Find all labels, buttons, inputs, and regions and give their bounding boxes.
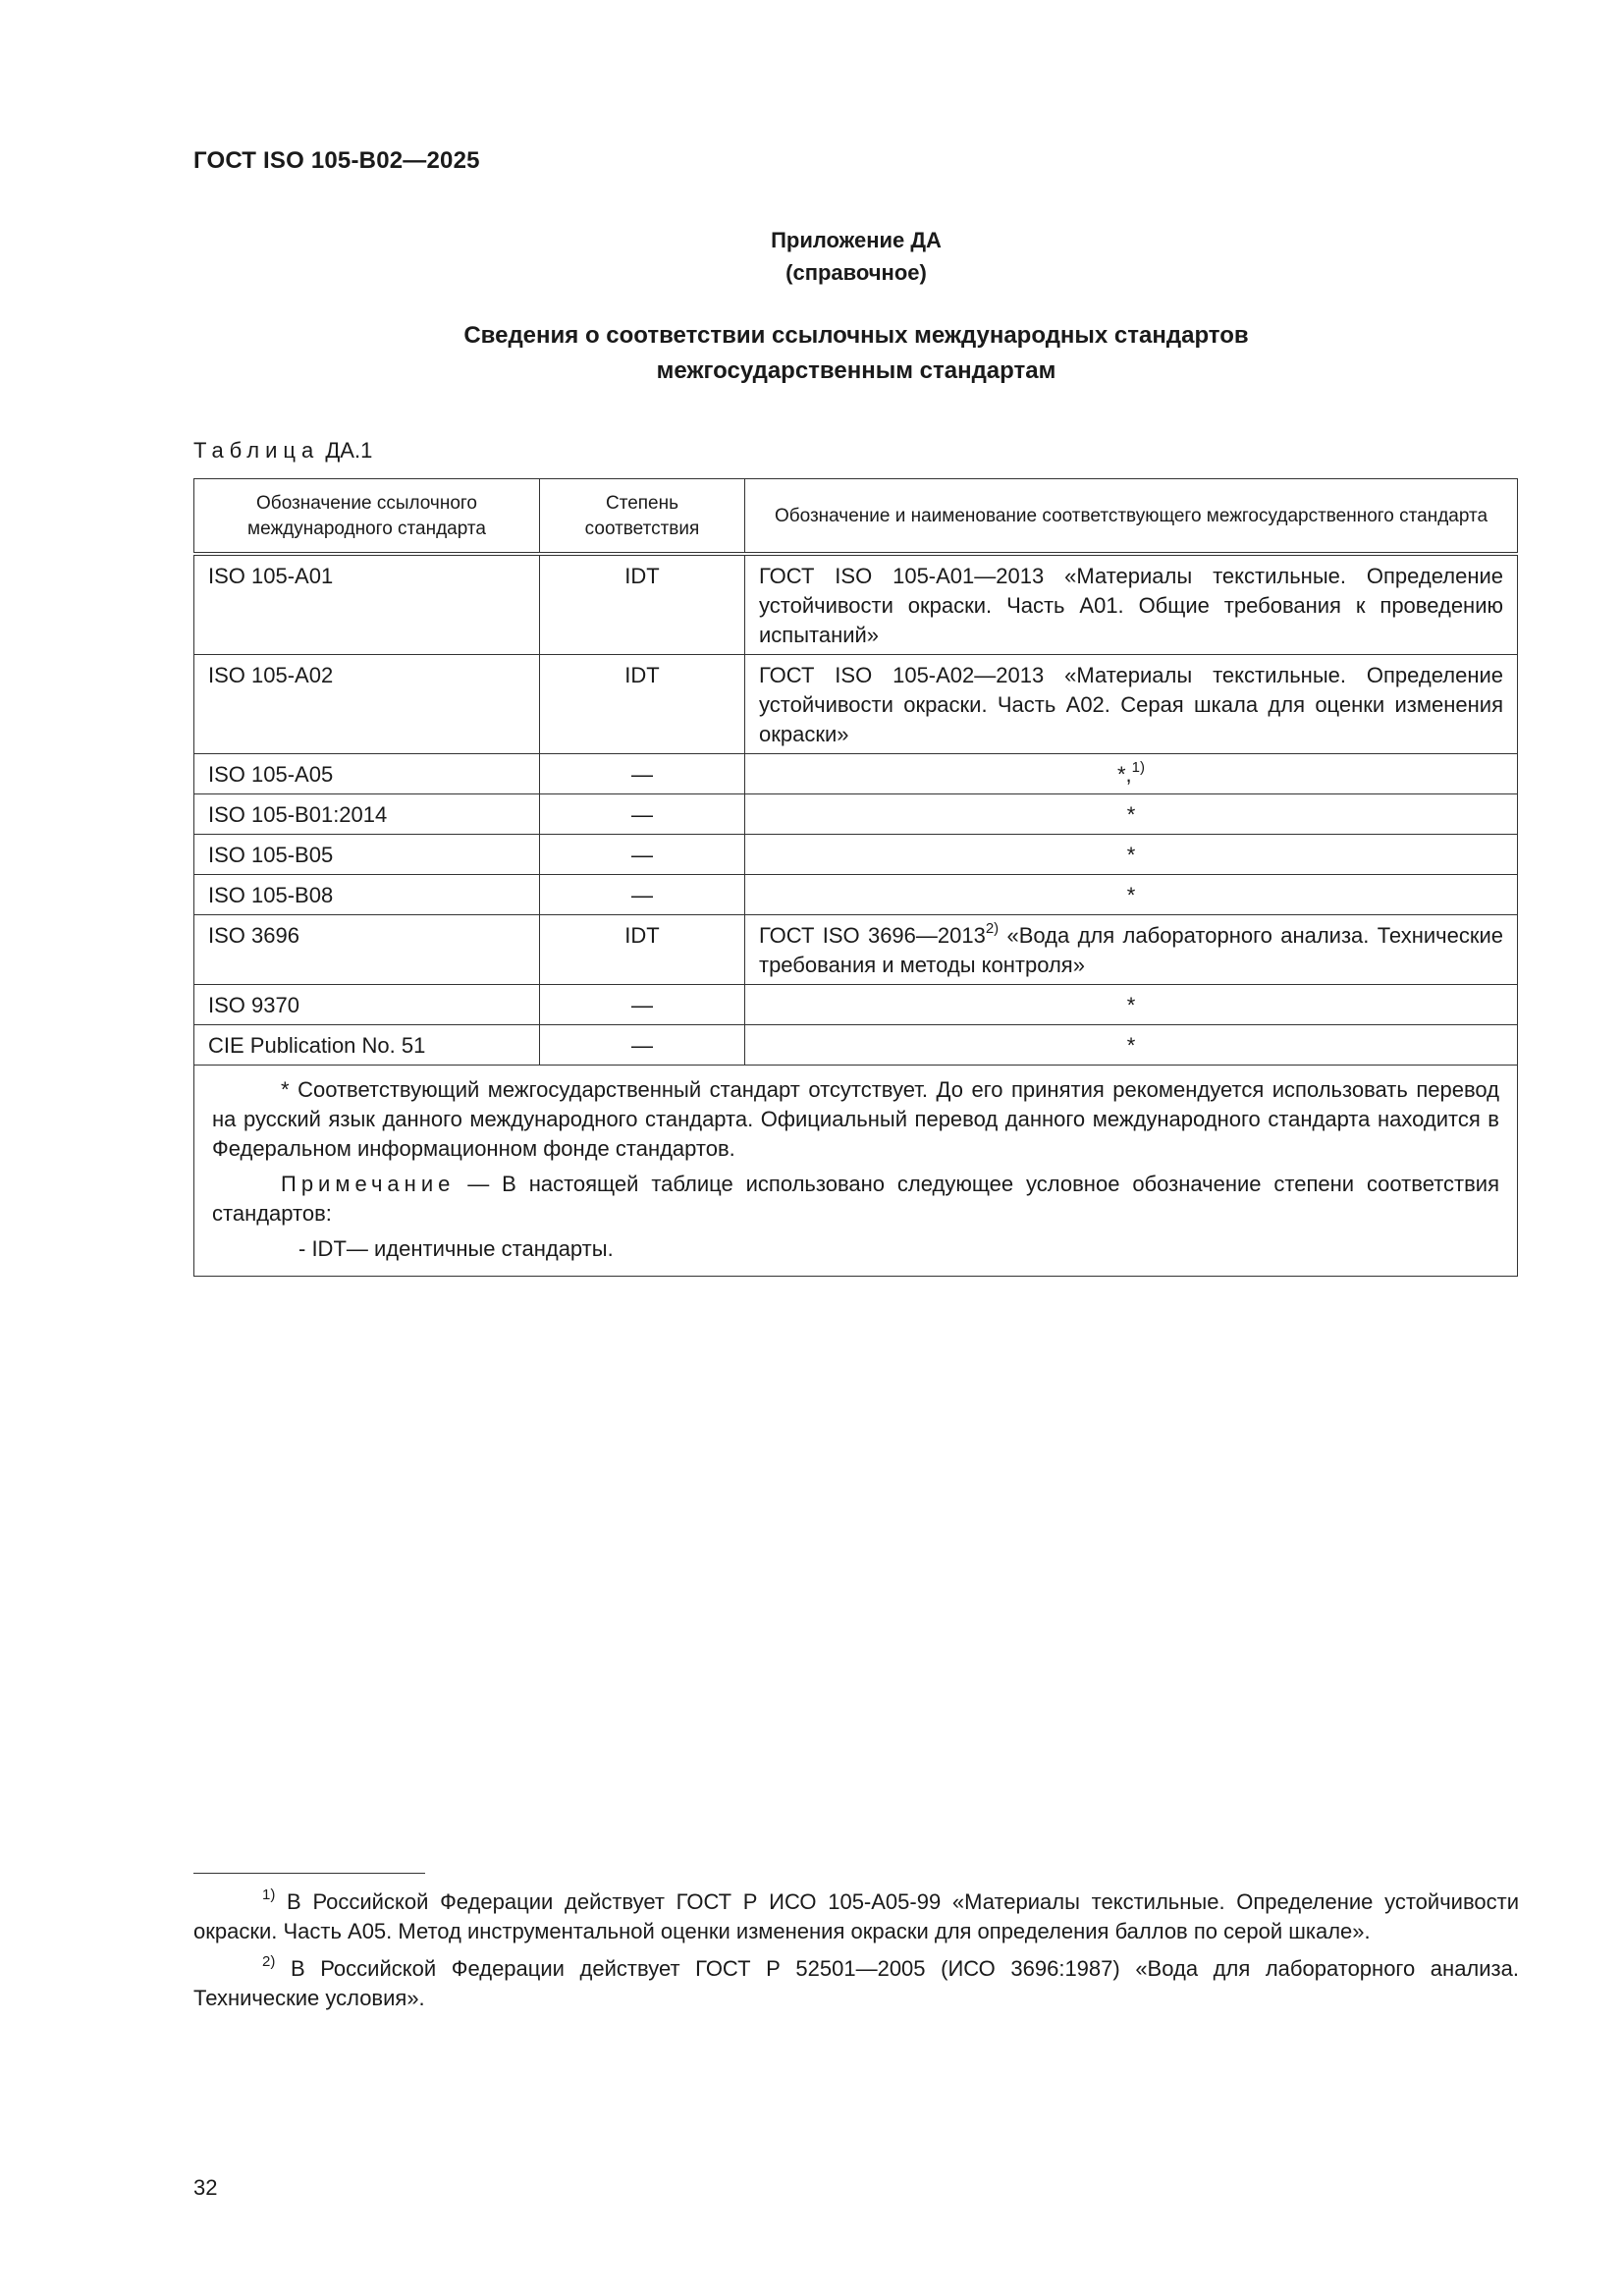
table-note <box>212 1170 1499 1229</box>
cell-reference: ISO 105-A01 <box>194 554 540 655</box>
asterisk-note: * Соответствующий межгосударственный стандарт отсутствует. До его принятия рекомендуется использовать перевод на русский язык данного международного стандарта. Официальный перевод данного международного стандарта находится в Федеральном информационном фонде стандартов. <box>212 1077 1499 1161</box>
cell-degree: — <box>540 835 745 875</box>
table-notes <box>194 1066 1518 1277</box>
footnote-separator <box>193 1873 425 1874</box>
cell-national: * <box>745 1025 1518 1066</box>
footnote-1 <box>193 1887 1519 1946</box>
page-number: 32 <box>193 2175 218 2200</box>
table-notes-row <box>194 1066 1518 1277</box>
column-header-national: Обозначение и наименование соответствующего межгосударственного стандарта <box>745 479 1518 555</box>
cell-reference: CIE Publication No. 51 <box>194 1025 540 1066</box>
cell-degree: — <box>540 985 745 1025</box>
cell-national: * <box>745 875 1518 915</box>
cell-degree: — <box>540 1025 745 1066</box>
correspondence-table <box>193 478 1518 1277</box>
footnote-text: В Российской Федерации действует ГОСТ Р 52501—2005 (ИСО 3696:1987) «Вода для лабораторного анализа. Технические условия». <box>193 1956 1519 2010</box>
cell-national <box>745 754 1518 794</box>
cell-reference: ISO 105-B05 <box>194 835 540 875</box>
cell-national-code: ГОСТ ISO 3696—2013 <box>759 923 986 948</box>
table-row <box>194 655 1518 754</box>
annex-header <box>193 224 1519 389</box>
cell-reference: ISO 9370 <box>194 985 540 1025</box>
cell-national <box>745 915 1518 985</box>
note-list-item: - IDT— идентичные стандарты. <box>298 1236 614 1261</box>
table-row <box>194 794 1518 835</box>
table-row <box>194 554 1518 655</box>
annex-heading-line2: межгосударственным стандартам <box>656 357 1056 384</box>
cell-reference: ISO 105-B01:2014 <box>194 794 540 835</box>
footnote-ref: 1) <box>1131 758 1146 776</box>
cell-reference: ISO 3696 <box>194 915 540 985</box>
footnote-ref: 2) <box>985 919 1000 937</box>
table-caption-word: Таблица <box>193 438 320 463</box>
column-header-degree: Степень соответствия <box>540 479 745 555</box>
annex-title: Приложение ДА <box>771 228 942 252</box>
footnote-mark: 2) <box>262 1952 276 1970</box>
note-text: — В настоящей таблице использовано следующее условное обозначение степени соответствия стандартов: <box>212 1172 1499 1226</box>
table-row <box>194 754 1518 794</box>
annex-heading <box>193 318 1519 389</box>
table-caption-number: ДА.1 <box>325 438 373 463</box>
cell-degree: IDT <box>540 915 745 985</box>
document-code: ГОСТ ISO 105-B02—2025 <box>193 147 480 174</box>
table-row <box>194 1025 1518 1066</box>
footnote-text: В Российской Федерации действует ГОСТ Р ИСО 105-А05-99 «Материалы текстильные. Определение устойчивости окраски. Часть А05. Метод инструментальной оценки изменения окраски для определения баллов по серой шкале». <box>193 1889 1519 1943</box>
cell-national: * <box>745 835 1518 875</box>
cell-national-text: *, <box>1116 762 1132 787</box>
cell-degree: — <box>540 794 745 835</box>
cell-national-title: «Вода для лабораторного анализа. Технические требования и методы контроля» <box>759 923 1503 977</box>
cell-degree: IDT <box>540 655 745 754</box>
cell-national: ГОСТ ISO 105-A01—2013 «Материалы текстильные. Определение устойчивости окраски. Часть А01. Общие требования к проведению испытаний» <box>745 554 1518 655</box>
cell-national: * <box>745 985 1518 1025</box>
cell-reference: ISO 105-A05 <box>194 754 540 794</box>
cell-degree: — <box>540 754 745 794</box>
footnote-2 <box>193 1954 1519 2013</box>
column-header-reference: Обозначение ссылочного международного стандарта <box>194 479 540 555</box>
table-row <box>194 835 1518 875</box>
table-row <box>194 915 1518 985</box>
footnotes <box>193 1887 1519 2021</box>
cell-reference: ISO 105-B08 <box>194 875 540 915</box>
annex-kind: (справочное) <box>785 260 927 285</box>
cell-reference: ISO 105-A02 <box>194 655 540 754</box>
cell-national: ГОСТ ISO 105-A02—2013 «Материалы текстильные. Определение устойчивости окраски. Часть А02. Серая шкала для оценки изменения окраски» <box>745 655 1518 754</box>
cell-degree: IDT <box>540 554 745 655</box>
cell-degree: — <box>540 875 745 915</box>
cell-national: * <box>745 794 1518 835</box>
table-row <box>194 875 1518 915</box>
table-row <box>194 985 1518 1025</box>
table-caption <box>193 438 372 464</box>
annex-heading-line1: Сведения о соответствии ссылочных международных стандартов <box>463 322 1249 349</box>
table-header-row <box>194 479 1518 555</box>
note-label: Примечание <box>281 1172 456 1196</box>
footnote-mark: 1) <box>262 1886 276 1903</box>
